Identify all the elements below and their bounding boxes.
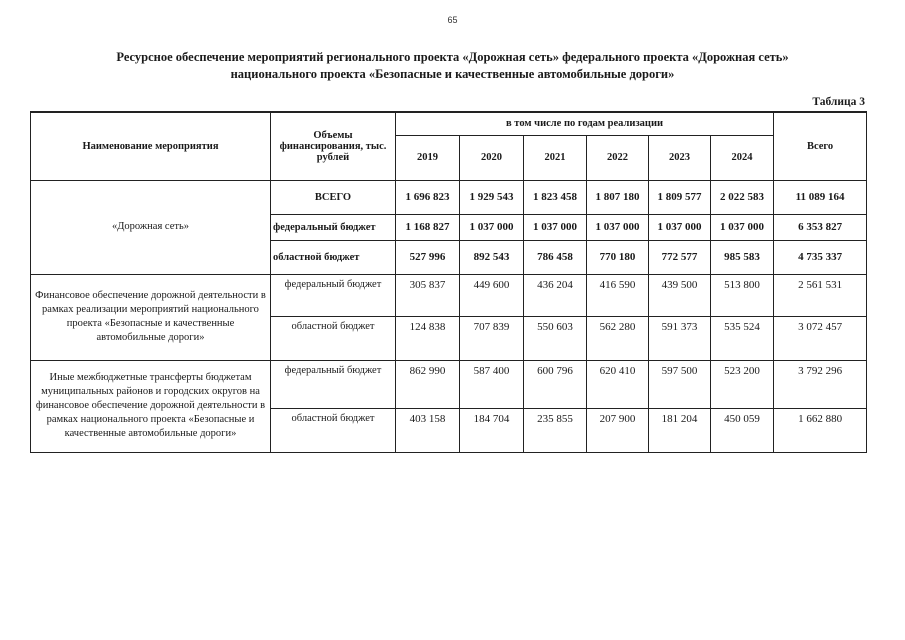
value-cell: 1 037 000 xyxy=(649,214,711,240)
value-cell: 1 037 000 xyxy=(711,214,774,240)
value-cell: 770 180 xyxy=(587,240,649,274)
header-volume: Объемы финансирования, тыс. рублей xyxy=(271,112,396,180)
value-cell: 620 410 xyxy=(587,360,649,408)
value-cell: 600 796 xyxy=(524,360,587,408)
table-label: Таблица 3 xyxy=(812,96,865,108)
value-cell: 235 855 xyxy=(524,408,587,452)
total-cell: 3 072 457 xyxy=(774,316,867,360)
header-years-group: в том числе по годам реализации xyxy=(396,112,774,135)
value-cell: 1 823 458 xyxy=(524,180,587,214)
source-label: федеральный бюджет xyxy=(271,360,396,408)
value-cell: 535 524 xyxy=(711,316,774,360)
header-year: 2019 xyxy=(396,135,460,180)
title-line-2: национального проекта «Безопасные и качественные автомобильные дороги» xyxy=(230,67,675,81)
value-cell: 597 500 xyxy=(649,360,711,408)
value-cell: 985 583 xyxy=(711,240,774,274)
value-cell: 523 200 xyxy=(711,360,774,408)
value-cell: 449 600 xyxy=(460,274,524,316)
value-cell: 450 059 xyxy=(711,408,774,452)
header-year: 2024 xyxy=(711,135,774,180)
value-cell: 207 900 xyxy=(587,408,649,452)
table-row xyxy=(31,274,867,316)
header-total: Всего xyxy=(774,112,867,180)
total-cell: 1 662 880 xyxy=(774,408,867,452)
value-cell: 1 037 000 xyxy=(587,214,649,240)
total-cell: 3 792 296 xyxy=(774,360,867,408)
source-label: областной бюджет xyxy=(271,408,396,452)
header-year: 2022 xyxy=(587,135,649,180)
total-cell: 4 735 337 xyxy=(774,240,867,274)
value-cell: 772 577 xyxy=(649,240,711,274)
page-number: 65 xyxy=(447,15,458,25)
value-cell: 436 204 xyxy=(524,274,587,316)
row-name: «Дорожная сеть» xyxy=(31,180,271,274)
value-cell: 1 696 823 xyxy=(396,180,460,214)
header-year: 2023 xyxy=(649,135,711,180)
value-cell: 181 204 xyxy=(649,408,711,452)
total-cell: 11 089 164 xyxy=(774,180,867,214)
value-cell: 707 839 xyxy=(460,316,524,360)
value-cell: 591 373 xyxy=(649,316,711,360)
value-cell: 1 807 180 xyxy=(587,180,649,214)
value-cell: 1 929 543 xyxy=(460,180,524,214)
source-label: федеральный бюджет xyxy=(271,274,396,316)
value-cell: 184 704 xyxy=(460,408,524,452)
source-label: ВСЕГО xyxy=(271,180,396,214)
value-cell: 862 990 xyxy=(396,360,460,408)
value-cell: 1 037 000 xyxy=(460,214,524,240)
total-cell: 2 561 531 xyxy=(774,274,867,316)
value-cell: 1 168 827 xyxy=(396,214,460,240)
value-cell: 550 603 xyxy=(524,316,587,360)
row-name: Иные межбюджетные трансферты бюджетам муниципальных районов и городских округов на финансовое обеспечение дорожной деятельности в рамках национального проекта «Безопасные и качественные автомобильные дороги» xyxy=(31,360,271,452)
table-row xyxy=(31,360,867,408)
value-cell: 439 500 xyxy=(649,274,711,316)
title-line-1: Ресурсное обеспечение мероприятий регионального проекта «Дорожная сеть» федерального проекта «Дорожная сеть» xyxy=(116,50,789,64)
value-cell: 513 800 xyxy=(711,274,774,316)
document-title xyxy=(60,49,845,83)
value-cell: 786 458 xyxy=(524,240,587,274)
header-year: 2021 xyxy=(524,135,587,180)
value-cell: 1 037 000 xyxy=(524,214,587,240)
value-cell: 562 280 xyxy=(587,316,649,360)
row-name: Финансовое обеспечение дорожной деятельности в рамках реализации мероприятий национального проекта «Безопасные и качественные автомобильные дороги» xyxy=(31,274,271,360)
header-name: Наименование мероприятия xyxy=(31,112,271,180)
source-label: областной бюджет xyxy=(271,316,396,360)
value-cell: 403 158 xyxy=(396,408,460,452)
value-cell: 527 996 xyxy=(396,240,460,274)
value-cell: 892 543 xyxy=(460,240,524,274)
value-cell: 587 400 xyxy=(460,360,524,408)
value-cell: 124 838 xyxy=(396,316,460,360)
source-label: областной бюджет xyxy=(271,240,396,274)
table-row xyxy=(31,180,867,214)
value-cell: 305 837 xyxy=(396,274,460,316)
header-year: 2020 xyxy=(460,135,524,180)
value-cell: 416 590 xyxy=(587,274,649,316)
source-label: федеральный бюджет xyxy=(271,214,396,240)
value-cell: 1 809 577 xyxy=(649,180,711,214)
value-cell: 2 022 583 xyxy=(711,180,774,214)
total-cell: 6 353 827 xyxy=(774,214,867,240)
resource-table xyxy=(30,111,867,453)
